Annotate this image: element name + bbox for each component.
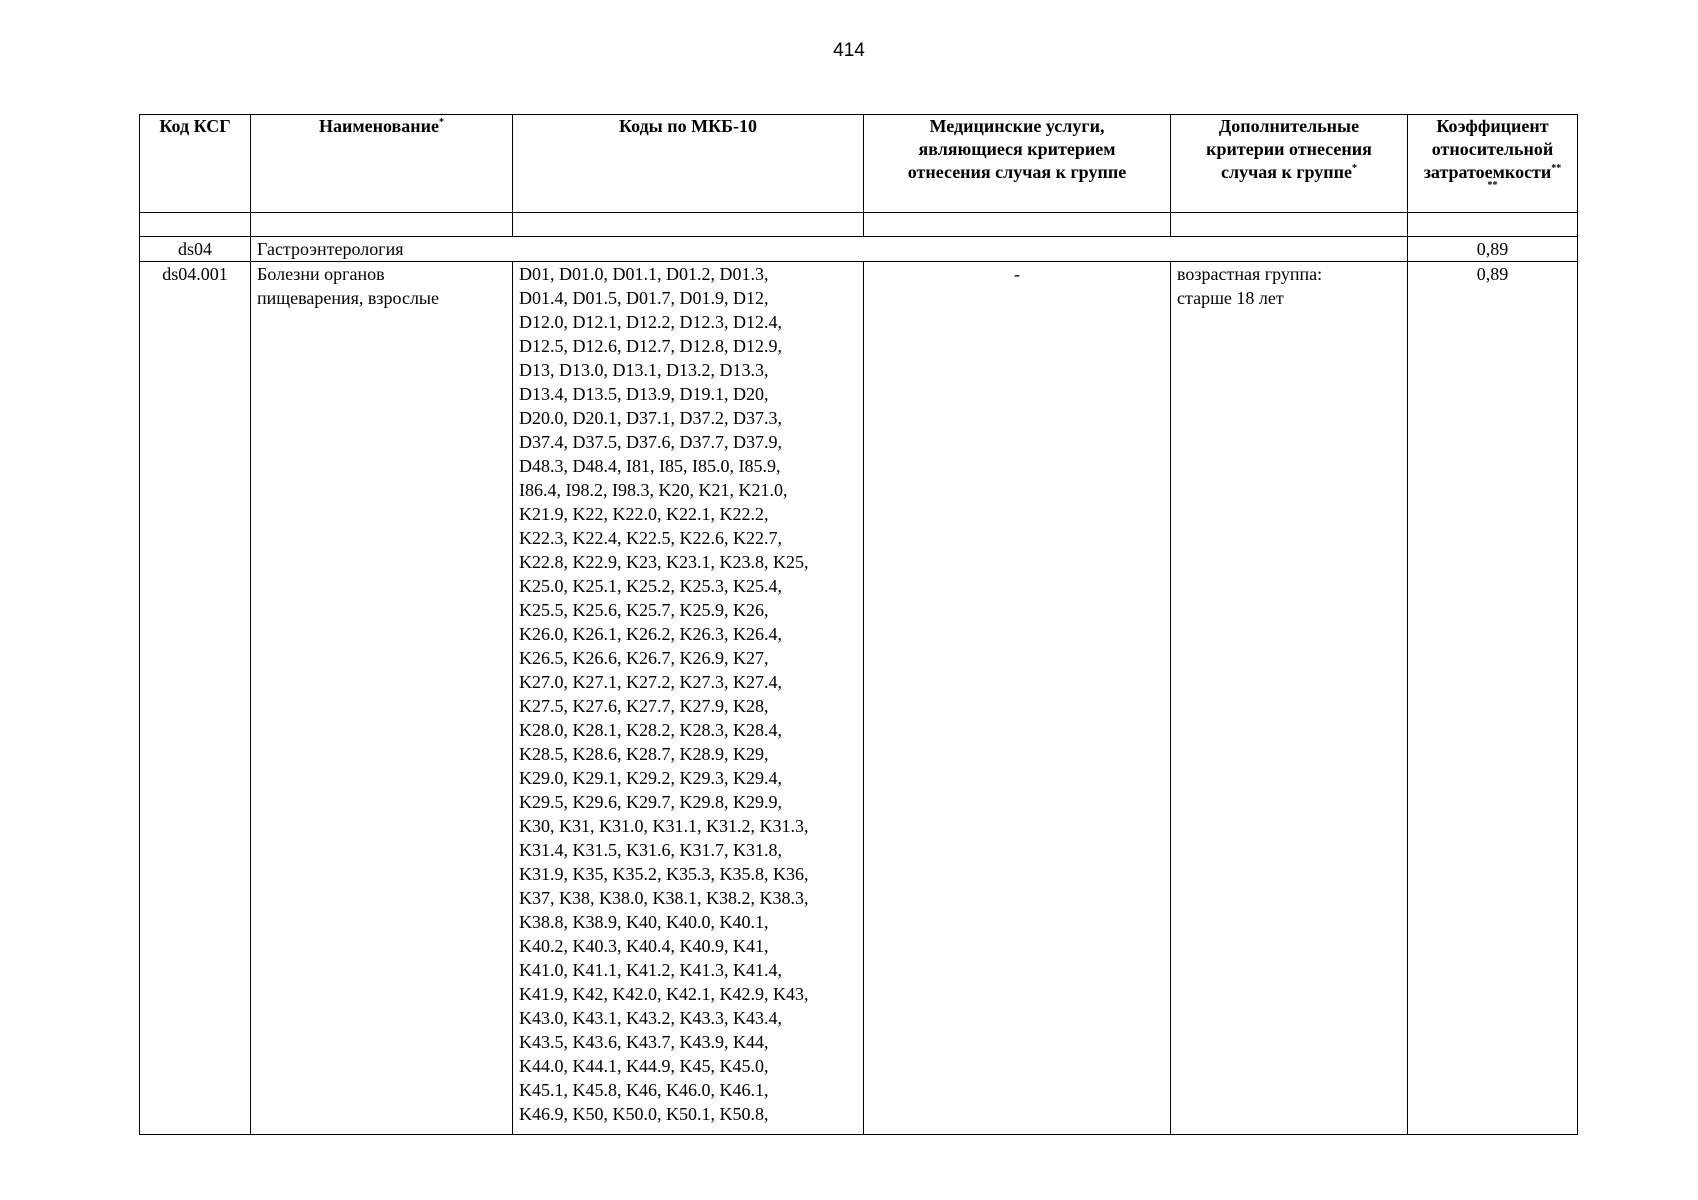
mkb-code-line: K25.5, K25.6, K25.7, K25.9, K26,	[519, 600, 769, 620]
header-code: Код КСГ	[140, 115, 251, 213]
mkb-code-line: K27.0, K27.1, K27.2, K27.3, K27.4,	[519, 672, 782, 692]
row-code: ds04.001	[140, 262, 251, 1135]
mkb-code-line: K22.8, K22.9, K23, K23.1, K23.8, K25,	[519, 552, 809, 572]
footnote-mark: *	[439, 117, 444, 128]
mkb-code-line: D01.4, D01.5, D01.7, D01.9, D12,	[519, 288, 769, 308]
mkb-code-line: K43.0, K43.1, K43.2, K43.3, K43.4,	[519, 1008, 782, 1028]
header-extra-criteria: Дополнительные критерии отнесения случая к группе*	[1171, 115, 1408, 213]
header-coefficient: Коэффициент относительной затратоемкости** **	[1408, 115, 1578, 213]
row-services: -	[864, 262, 1171, 1135]
header-name: Наименование*	[251, 115, 513, 213]
mkb-code-line: K31.9, K35, K35.2, K35.3, K35.8, K36,	[519, 864, 809, 884]
section-name: Гастроэнтерология	[251, 237, 1408, 262]
ksg-table	[139, 114, 1578, 1135]
mkb-code-line: K27.5, K27.6, K27.7, K27.9, K28,	[519, 696, 769, 716]
mkb-code-line: K29.0, K29.1, K29.2, K29.3, K29.4,	[519, 768, 782, 788]
table-header-row	[140, 115, 1578, 213]
mkb-code-line: K31.4, K31.5, K31.6, K31.7, K31.8,	[519, 840, 782, 860]
mkb-code-line: K28.5, K28.6, K28.7, K28.9, K29,	[519, 744, 769, 764]
row-name: Болезни органов пищеварения, взрослые	[251, 262, 513, 1135]
mkb-code-line: K26.0, K26.1, K26.2, K26.3, K26.4,	[519, 624, 782, 644]
section-code: ds04	[140, 237, 251, 262]
mkb-code-line: K25.0, K25.1, K25.2, K25.3, K25.4,	[519, 576, 782, 596]
mkb-code-line: D01, D01.0, D01.1, D01.2, D01.3,	[519, 264, 769, 284]
mkb-code-line: K21.9, K22, K22.0, K22.1, K22.2,	[519, 504, 769, 524]
mkb-code-line: K40.2, K40.3, K40.4, K40.9, K41,	[519, 936, 769, 956]
mkb-code-line: D37.4, D37.5, D37.6, D37.7, D37.9,	[519, 432, 782, 452]
mkb-code-line: K29.5, K29.6, K29.7, K29.8, K29.9,	[519, 792, 782, 812]
mkb-code-line: K46.9, K50, K50.0, K50.1, K50.8,	[519, 1104, 769, 1124]
mkb-code-line: D12.0, D12.1, D12.2, D12.3, D12.4,	[519, 312, 782, 332]
mkb-code-line: K26.5, K26.6, K26.7, K26.9, K27,	[519, 648, 769, 668]
mkb-code-line: K41.0, K41.1, K41.2, K41.3, K41.4,	[519, 960, 782, 980]
table-row	[140, 262, 1578, 1135]
header-services: Медицинские услуги, являющиеся критерием отнесения случая к группе	[864, 115, 1171, 213]
mkb-code-line: K37, K38, K38.0, K38.1, K38.2, K38.3,	[519, 888, 809, 908]
mkb-code-line: K22.3, K22.4, K22.5, K22.6, K22.7,	[519, 528, 782, 548]
mkb-code-line: D13.4, D13.5, D13.9, D19.1, D20,	[519, 384, 769, 404]
spacer-row	[140, 213, 1578, 237]
row-coefficient: 0,89	[1408, 262, 1578, 1135]
mkb-code-line: K43.5, K43.6, K43.7, K43.9, K44,	[519, 1032, 769, 1052]
row-mkb-codes	[513, 262, 864, 1135]
footnote-mark: **	[1551, 163, 1562, 174]
section-row	[140, 237, 1578, 262]
footnote-mark: **	[1487, 180, 1498, 191]
mkb-code-line: D48.3, D48.4, I81, I85, I85.0, I85.9,	[519, 456, 781, 476]
mkb-code-line: K38.8, K38.9, K40, K40.0, K40.1,	[519, 912, 769, 932]
mkb-code-line: I86.4, I98.2, I98.3, K20, K21, K21.0,	[519, 480, 788, 500]
row-extra-criteria: возрастная группа: старше 18 лет	[1171, 262, 1408, 1135]
mkb-code-line: K44.0, K44.1, K44.9, K45, K45.0,	[519, 1056, 769, 1076]
header-mkb: Коды по МКБ-10	[513, 115, 864, 213]
page-number: 414	[833, 40, 865, 61]
footnote-mark: *	[1352, 163, 1358, 174]
mkb-code-line: D12.5, D12.6, D12.7, D12.8, D12.9,	[519, 336, 782, 356]
mkb-code-line: D13, D13.0, D13.1, D13.2, D13.3,	[519, 360, 769, 380]
mkb-code-line: K41.9, K42, K42.0, K42.1, K42.9, K43,	[519, 984, 809, 1004]
mkb-code-line: D20.0, D20.1, D37.1, D37.2, D37.3,	[519, 408, 782, 428]
mkb-code-line: K28.0, K28.1, K28.2, K28.3, K28.4,	[519, 720, 782, 740]
mkb-code-line: K30, K31, K31.0, K31.1, K31.2, K31.3,	[519, 816, 809, 836]
section-coefficient: 0,89	[1408, 237, 1578, 262]
mkb-code-line: K45.1, K45.8, K46, K46.0, K46.1,	[519, 1080, 769, 1100]
